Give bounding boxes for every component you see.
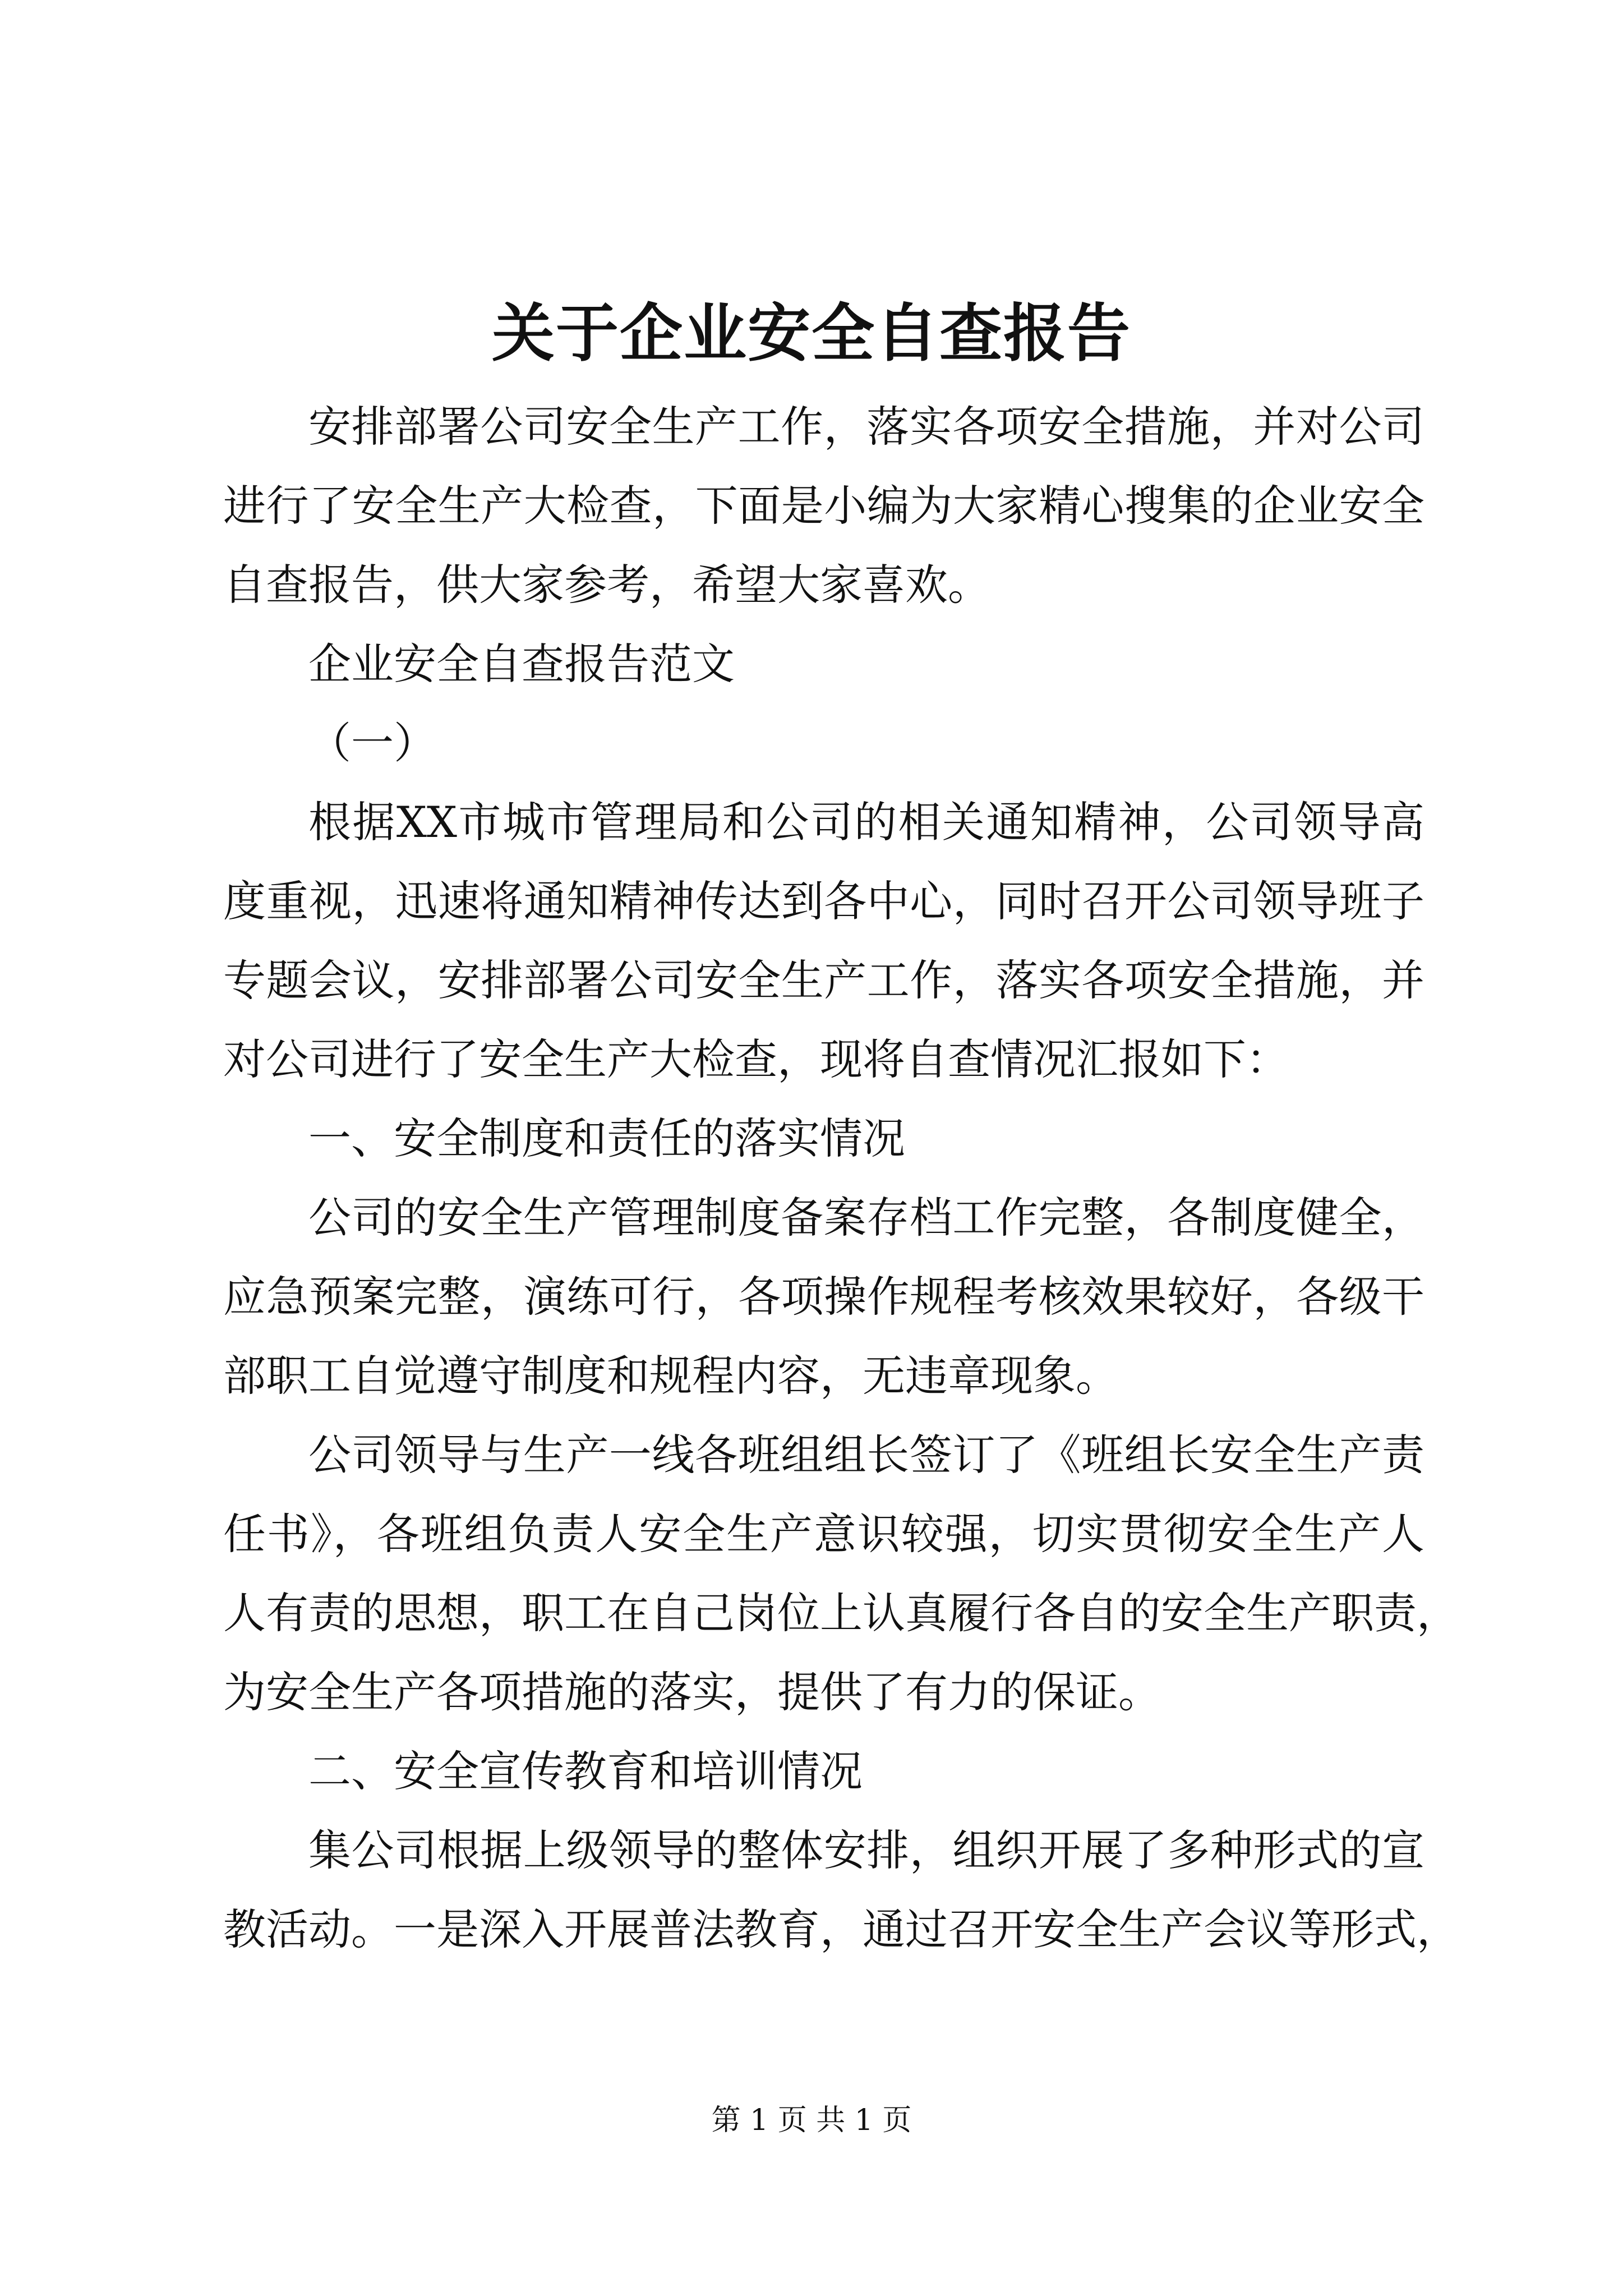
section-heading: 二、安全宣传教育和培训情况 xyxy=(308,1746,863,1796)
paragraph-line: 人有责的思想，职工在自己岗位上认真履行各自的安全生产职责， xyxy=(223,1588,1459,1638)
paragraph-line: 专题会议，安排部署公司安全生产工作，落实各项安全措施，并 xyxy=(223,955,1424,1005)
paragraph-line: 公司的安全生产管理制度备案存档工作完整，各制度健全， xyxy=(308,1193,1424,1243)
paragraph-line: 为安全生产各项措施的落实，提供了有力的保证。 xyxy=(223,1667,1161,1717)
paragraph-line: 安排部署公司安全生产工作，落实各项安全措施，并对公司 xyxy=(308,402,1424,452)
paragraph-line: 集公司根据上级领导的整体安排，组织开展了多种形式的宣 xyxy=(308,1825,1424,1875)
section-heading: 企业安全自查报告范文 xyxy=(308,639,735,689)
paragraph-line: 度重视，迅速将通知精神传达到各中心，同时召开公司领导班子 xyxy=(223,876,1424,926)
paragraph-line: 根据XX市城市管理局和公司的相关通知精神，公司领导高 xyxy=(308,797,1424,847)
section-number: （一） xyxy=(308,718,436,768)
paragraph-line: 对公司进行了安全生产大检查，现将自查情况汇报如下： xyxy=(223,1034,1289,1084)
paragraph-line: 进行了安全生产大检查，下面是小编为大家精心搜集的企业安全 xyxy=(223,481,1424,531)
paragraph-line: 任书》，各班组负责人安全生产意识较强，切实贯彻安全生产人 xyxy=(223,1509,1424,1559)
paragraph-line: 应急预案完整，演练可行，各项操作规程考核效果较好，各级干 xyxy=(223,1272,1424,1322)
document-title: 关于企业安全自查报告 xyxy=(492,297,1131,370)
section-heading: 一、安全制度和责任的落实情况 xyxy=(308,1114,905,1163)
page-footer: 第 1 页 共 1 页 xyxy=(711,2104,912,2137)
paragraph-line: 部职工自觉遵守制度和规程内容，无违章现象。 xyxy=(223,1351,1118,1401)
paragraph-line: 教活动。一是深入开展普法教育，通过召开安全生产会议等形式， xyxy=(223,1904,1459,1954)
document-body xyxy=(223,387,1459,1969)
paragraph-line: 自查报告，供大家参考，希望大家喜欢。 xyxy=(223,560,990,610)
paragraph-line: 公司领导与生产一线各班组组长签订了《班组长安全生产责 xyxy=(308,1430,1424,1480)
